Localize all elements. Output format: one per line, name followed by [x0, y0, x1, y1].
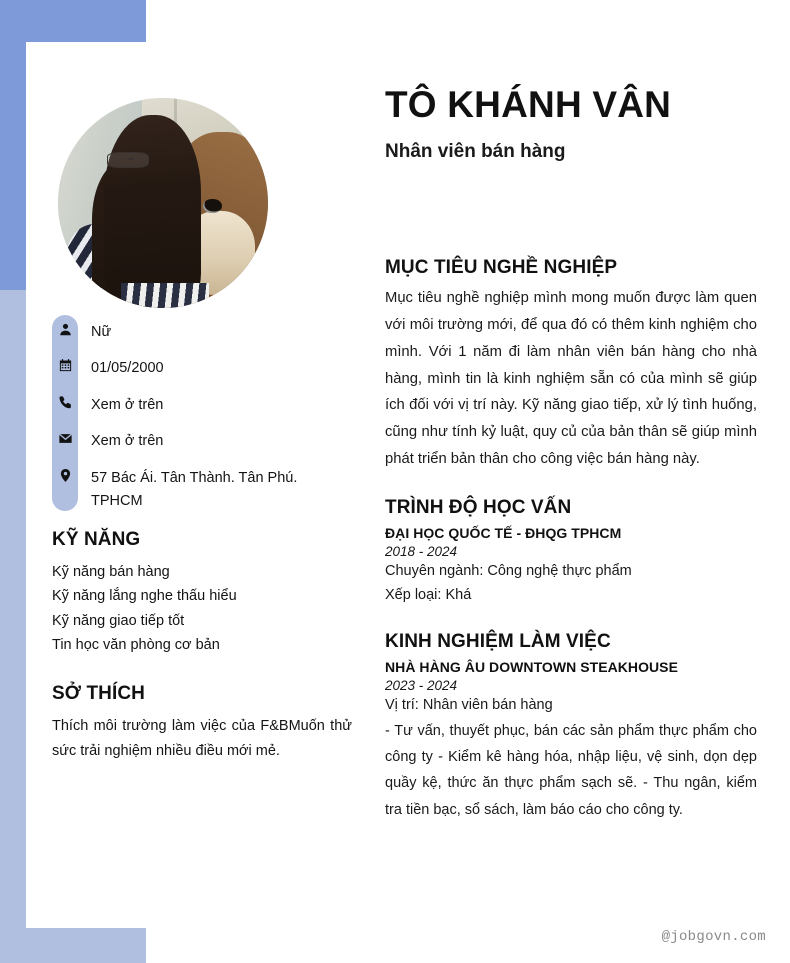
contact-row-gender: [52, 321, 352, 344]
contact-block: [52, 321, 352, 514]
objective-heading: MỤC TIÊU NGHỀ NGHIỆP: [385, 256, 618, 278]
hobbies-text: Thích môi trường làm việc của F&BMuốn thử sức trải nghiệm nhiều điều mới mẻ.: [52, 718, 352, 759]
hobbies-heading: SỞ THÍCH: [52, 683, 146, 705]
contact-value-email: Xem ở trên: [91, 433, 164, 450]
contact-value-birthdate: 01/05/2000: [91, 360, 164, 377]
experience-description: - Tư vấn, thuyết phục, bán các sản phẩm thực phẩm cho công ty - Kiểm kê hàng hóa, nhập liệu, vệ sinh, dọn dẹp quầy kệ, thức ăn thực phẩm sạch sẽ. - Thu ngân, kiểm tra tiền bạc, sổ sách, làm báo cáo cho công ty.: [385, 722, 757, 818]
skills-heading: KỸ NĂNG: [52, 529, 141, 550]
calendar-icon: [52, 357, 78, 373]
watermark: @jobgovn.com: [661, 929, 766, 945]
skill-item: Tin học văn phòng cơ bản: [52, 637, 220, 654]
avatar-photo: [58, 98, 268, 308]
contact-value-gender: Nữ: [91, 324, 112, 340]
education-grade: Xếp loại: Khá: [385, 586, 472, 603]
photo-bottom-stripe: [121, 283, 209, 308]
job-title: Nhân viên bán hàng: [385, 140, 566, 162]
contact-value-address: 57 Bác Ái. Tân Thành. Tân Phú. TPHCM: [91, 469, 298, 510]
objective-text: Mục tiêu nghề nghiệp mình mong muốn được làm quen với môi trường mới, để qua đó có thêm kinh nghiệm cho mình. Với 1 năm đi làm nhân viên bán hàng cho nhà hàng, mình tin là kinh nghiệm sẵn có của mình sẽ giúp ích đối với vị trí này. Kỹ năng giao tiếp, xử lý tình huống, cũng như tính kỷ luật, quy củ của bản thân sẽ giúp mình phát triển bản thân cho công việc bán hàng này.: [385, 289, 757, 468]
section-gap: [385, 473, 757, 497]
skill-item: Kỹ năng lắng nghe thấu hiểu: [52, 588, 237, 605]
contact-row-birthdate: [52, 357, 352, 380]
skills-list: [52, 560, 352, 657]
contact-value-phone: Xem ở trên: [91, 396, 164, 413]
experience-section: [385, 631, 757, 823]
decor-left-strip-light: [0, 290, 26, 928]
contact-row-email: [52, 430, 352, 453]
experience-heading: KINH NGHIỆM LÀM VIỆC: [385, 631, 611, 653]
decor-left-strip-dark: [0, 0, 26, 290]
person-icon: [52, 321, 78, 337]
education-section: [385, 497, 757, 607]
right-column: [385, 42, 757, 823]
experience-position: Vị trí: Nhân viên bán hàng: [385, 697, 553, 714]
avatar: [58, 98, 268, 308]
contact-row-phone: [52, 394, 352, 417]
decor-bottom-band: [0, 928, 146, 963]
education-school: ĐẠI HỌC QUỐC TẾ - ĐHQG TPHCM: [385, 525, 622, 542]
contact-row-address: [52, 467, 352, 514]
photo-hair-front: [104, 115, 201, 308]
education-heading: TRÌNH ĐỘ HỌC VẤN: [385, 497, 572, 519]
objective-section: [385, 257, 757, 473]
phone-icon: [52, 394, 78, 410]
header-spacer: [385, 164, 757, 257]
education-dates: 2018 - 2024: [385, 544, 458, 560]
skills-section: [52, 529, 352, 763]
location-pin-icon: [52, 467, 78, 483]
skill-item: Kỹ năng bán hàng: [52, 564, 170, 580]
section-gap: [385, 607, 757, 631]
education-major: Chuyên ngành: Công nghệ thực phẩm: [385, 563, 632, 580]
name-header: [385, 42, 757, 164]
cv-sheet: [26, 42, 790, 928]
experience-company: NHÀ HÀNG ÂU DOWNTOWN STEAKHOUSE: [385, 659, 678, 676]
skill-item: Kỹ năng giao tiếp tốt: [52, 612, 185, 629]
envelope-icon: [52, 430, 78, 446]
page-title: TÔ KHÁNH VÂN: [385, 84, 672, 125]
photo-glasses: [107, 152, 149, 169]
experience-dates: 2023 - 2024: [385, 678, 458, 694]
